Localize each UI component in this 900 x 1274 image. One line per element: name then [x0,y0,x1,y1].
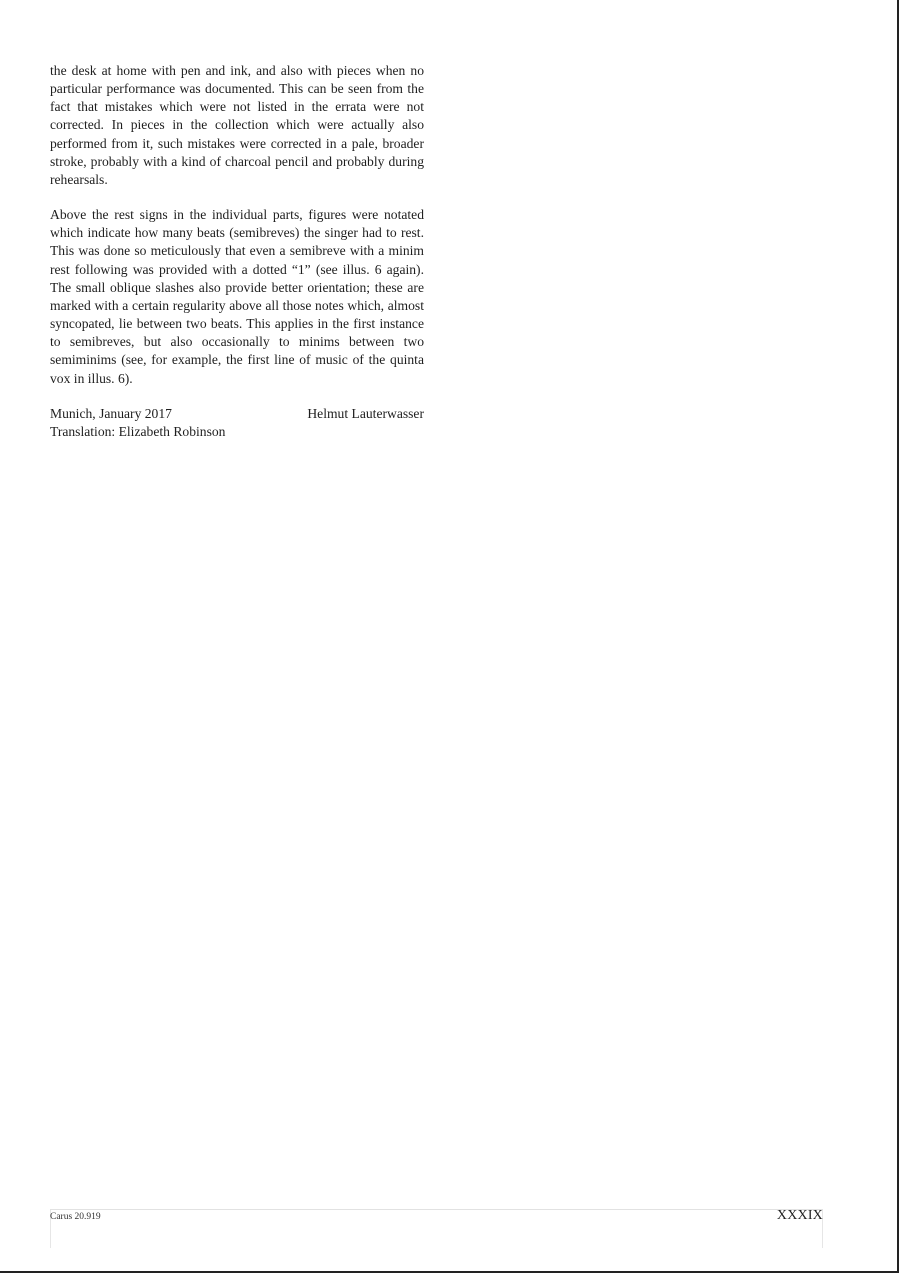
signature-row [50,405,424,423]
page-number: XXXIX [776,1208,823,1223]
translation-credit: Translation: Elizabeth Robinson [50,423,226,439]
author-name: Helmut Lauterwasser [307,405,424,421]
page-footer [50,1209,823,1248]
catalog-number: Carus 20.919 [50,1212,101,1222]
paragraph-2: Above the rest signs in the individual parts, figures were notated which indicate how many beats (semibreves) the singer had to rest. This was done so meticulously that even a semibreve with a minim rest following was provided with a dotted “1” (see illus. 6 again). The small oblique slashes also provide better orientation; these are marked with a certain regularity above all those notes which, almost syncopated, lie between two beats. This applies in the first instance to semibreves, but also occasionally to minims between two semiminims (see, for example, the first line of music of the quinta vox in illus. 6). [50,207,424,386]
place-date: Munich, January 2017 [50,405,172,421]
text-column [50,62,424,441]
paragraph-1: the desk at home with pen and ink, and also with pieces when no particular performance was documented. This can be seen from the fact that mistakes which were not listed in the errata were not corrected. In pieces in the collection which were actually also performed from it, such mistakes were corrected in a pale, broader stroke, probably with a kind of charcoal pencil and probably during rehearsals. [50,63,424,187]
